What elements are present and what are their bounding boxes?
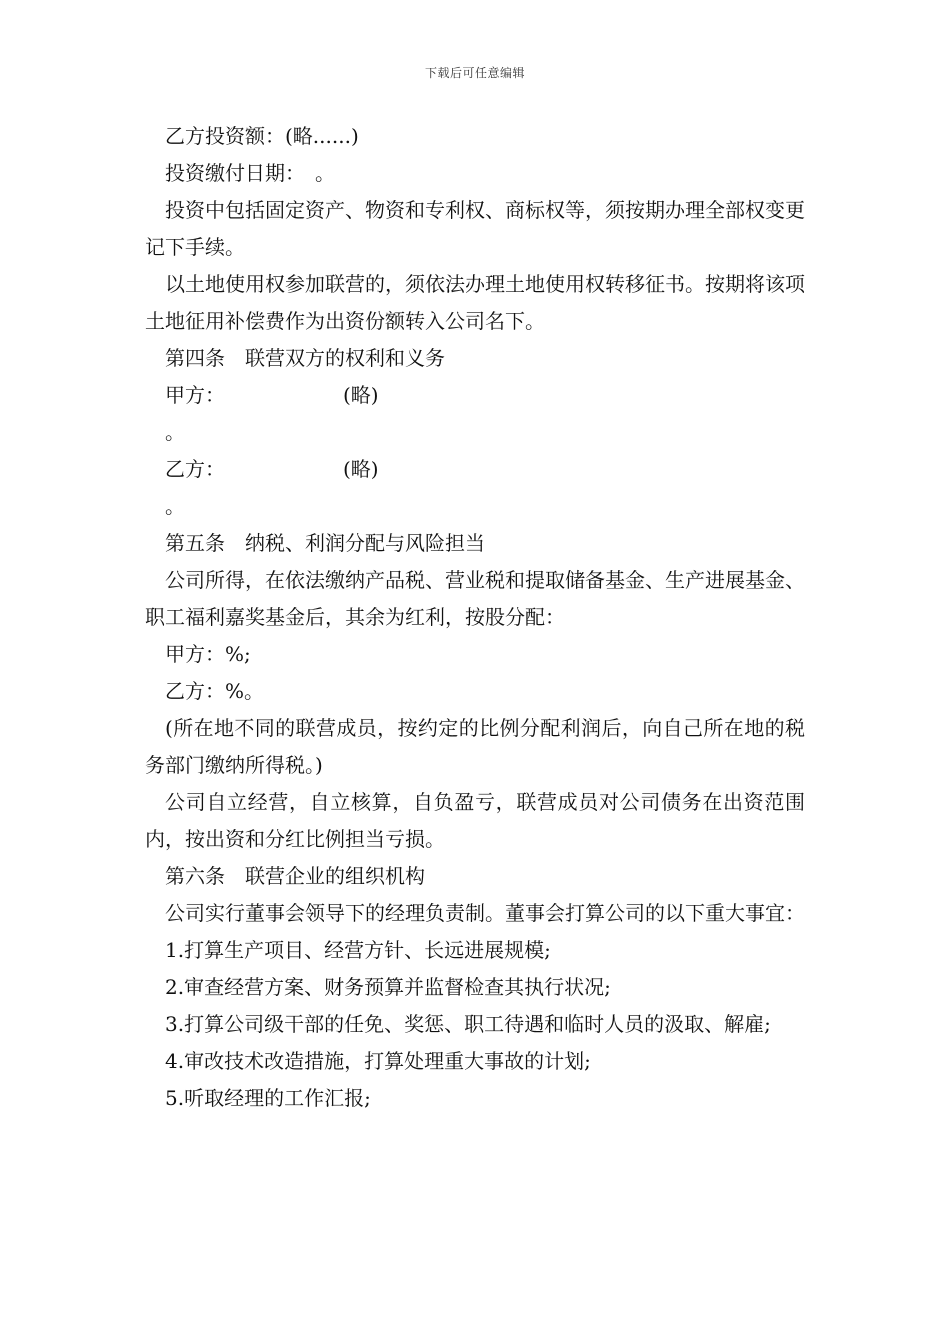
article-5-title: 第五条 纳税、利润分配与风险担当 [165, 531, 485, 555]
party-a-share: 甲方：%; [165, 642, 251, 666]
page-header-note: 下载后可任意编辑 [424, 66, 525, 80]
article-4-party-a [145, 377, 805, 414]
board-responsibility-paragraph: 公司实行董事会领导下的经理负责制。董事会打算公司的以下重大事宜： [165, 901, 805, 925]
party-b-tail: 。 [165, 494, 185, 518]
investment-payment-date: 投资缴付日期： 。 [165, 161, 335, 185]
investment-assets-paragraph: 投资中包括固定资产、物资和专利权、商标权等，须按期办理全部权变更记下手续。 [145, 198, 805, 259]
independent-operation-paragraph: 公司自立经营，自立核算，自负盈亏，联营成员对公司债务在出资范围内，按出资和分红比例担当亏损。 [145, 790, 805, 851]
article-4-party-b [145, 451, 805, 488]
party-a-tail: 。 [165, 420, 185, 444]
profit-distribution-paragraph: 公司所得，在依法缴纳产品税、营业税和提取储备基金、生产进展基金、职工福利嘉奖基金后，其余为红利，按股分配： [145, 568, 805, 629]
party-a-label: 甲方： [165, 383, 225, 407]
party-b-value: (略) [343, 457, 379, 481]
party-b-share: 乙方：%。 [165, 679, 265, 703]
investment-amount-b: 乙方投资额：(略......) [165, 124, 359, 148]
list-item: 5.听取经理的工作汇报; [165, 1086, 371, 1110]
land-use-right-paragraph: 以土地使用权参加联营的，须依法办理土地使用权转移征书。按期将该项土地征用补偿费作为出资份额转入公司名下。 [145, 272, 805, 333]
list-item: 4.审改技术改造措施，打算处理重大事故的计划; [165, 1049, 591, 1073]
list-item: 3.打算公司级干部的任免、奖惩、职工待遇和临时人员的汲取、解雇; [165, 1012, 771, 1036]
document-body [145, 118, 805, 1117]
article-6-title: 第六条 联营企业的组织机构 [165, 864, 425, 888]
list-item: 1.打算生产项目、经营方针、长远进展规模; [165, 938, 551, 962]
party-a-value: (略) [343, 383, 379, 407]
article-4-title: 第四条 联营双方的权利和义务 [165, 346, 445, 370]
list-item: 2.审查经营方案、财务预算并监督检查其执行状况; [165, 975, 611, 999]
party-b-label: 乙方： [165, 457, 225, 481]
tax-note-paragraph: (所在地不同的联营成员，按约定的比例分配利润后，向自己所在地的税务部门缴纳所得税。) [145, 716, 805, 777]
